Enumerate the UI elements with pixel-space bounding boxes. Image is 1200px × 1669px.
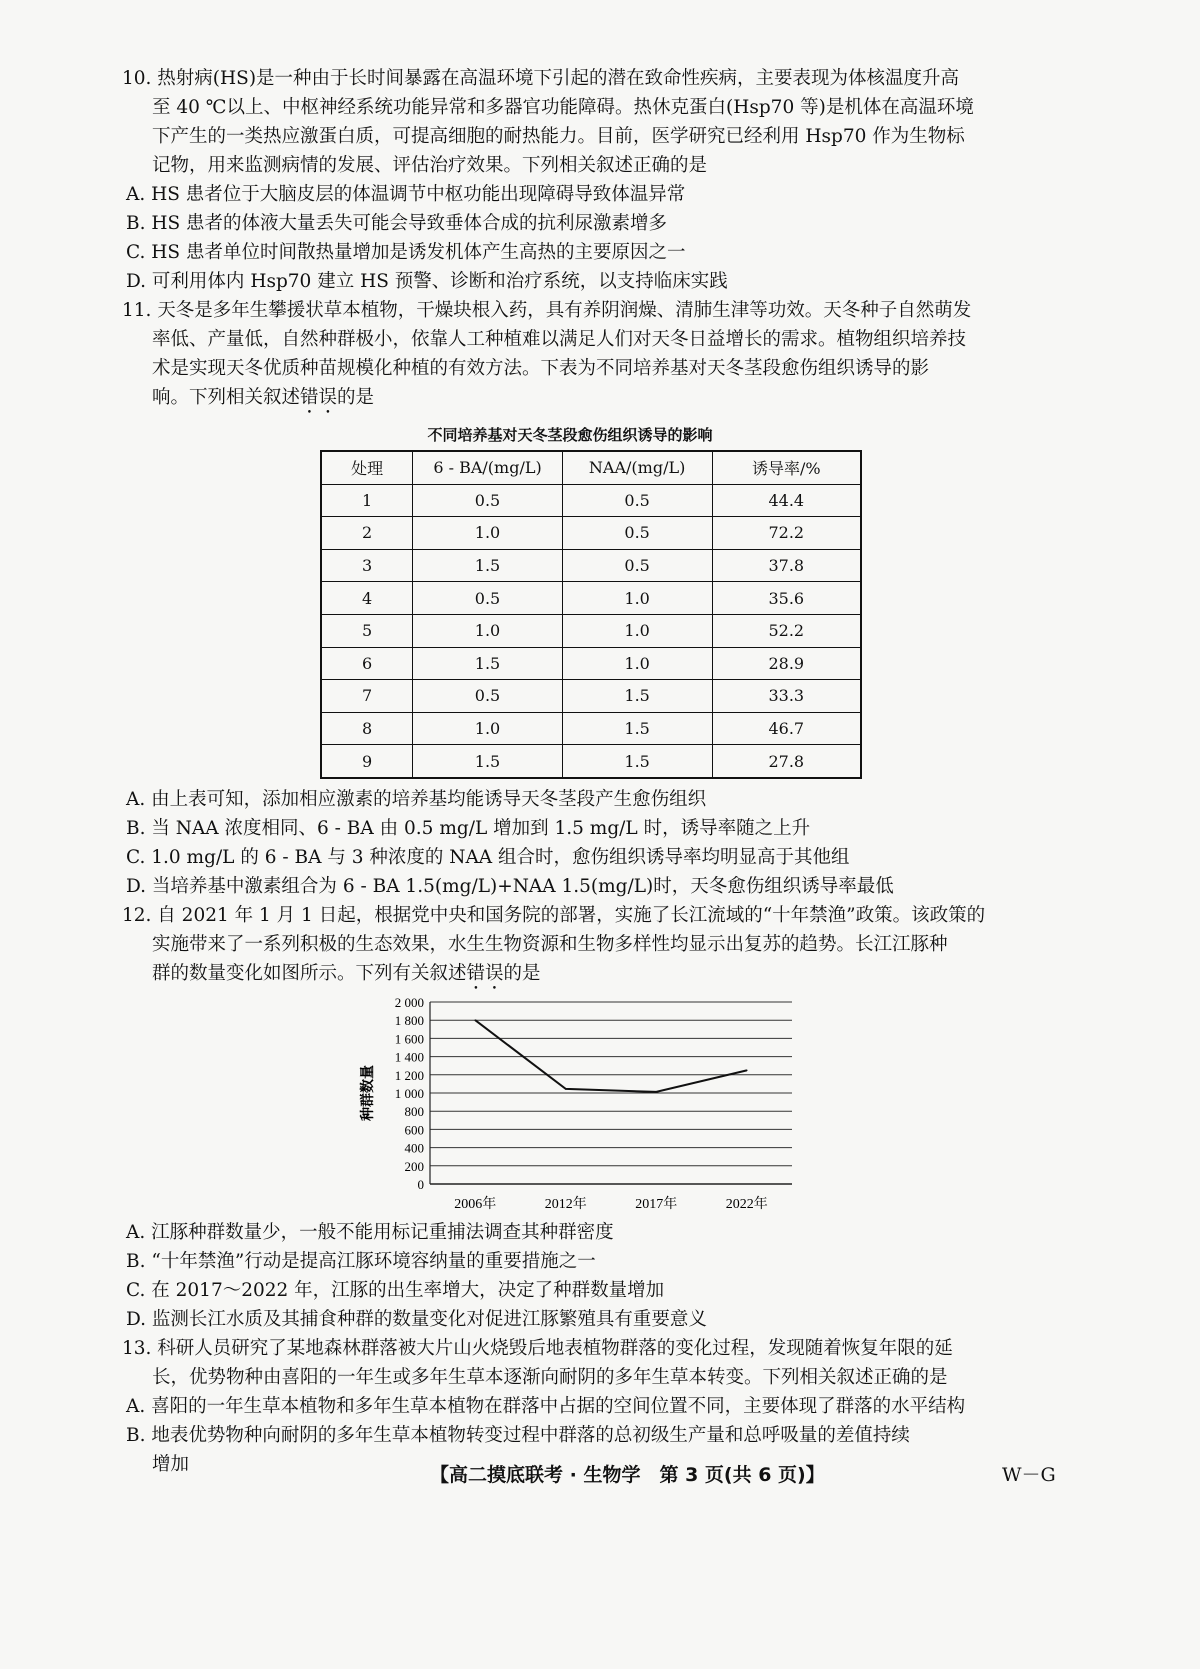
table-cell: 0.5 [413,680,562,713]
y-tick-label: 400 [404,1140,424,1156]
question-11-option-b: B. 当 NAA 浓度相同、6 - BA 由 0.5 mg/L 增加到 1.5 mg/L 时，诱导率随之上升 [126,818,811,839]
table-cell: 2 [321,517,413,550]
stem-text: 的是 [337,387,375,408]
table-header: NAA/(mg/L) [562,451,712,484]
paper-code: W－G [1002,1464,1056,1486]
table-row [321,484,861,517]
question-12-option-b: B. “十年禁渔”行动是提高江豚环境容纳量的重要措施之一 [126,1251,596,1272]
table-cell: 0.5 [562,517,712,550]
x-tick-label: 2006年 [454,1197,497,1212]
series-line [475,1020,747,1092]
y-tick-label: 2 000 [394,995,424,1010]
table-cell: 0.5 [562,549,712,582]
table-cell: 1.5 [413,745,562,778]
question-10-stem-line: 下产生的一类热应激蛋白质，可提高细胞的耐热能力。目前，医学研究已经利用 Hsp70 作为生物标 [152,126,965,147]
y-tick-label: 600 [404,1122,424,1138]
table-cell: 28.9 [712,647,861,680]
y-tick-label: 1 000 [394,1086,424,1101]
data-table [320,450,862,779]
data-point [474,1019,476,1021]
table-cell: 37.8 [712,549,861,582]
table-cell: 1.0 [562,614,712,647]
question-10-stem-line: 至 40 ℃以上、中枢神经系统功能异常和多器官功能障碍。热休克蛋白(Hsp70 等)是机体在高温环境 [152,97,974,118]
table-cell: 27.8 [712,745,861,778]
table-cell: 0.5 [562,484,712,517]
table-header: 6 - BA/(mg/L) [413,451,562,484]
question-12-options [122,1218,1072,1334]
table-cell: 5 [321,614,413,647]
x-tick-label: 2022年 [725,1197,768,1212]
stem-text: 的是 [503,963,541,984]
table-cell: 1.5 [413,549,562,582]
question-13-option-a: A. 喜阳的一年生草本植物和多年生草本植物在群落中占据的空间位置不同，主要体现了群落的水平结构 [126,1396,966,1417]
table-cell: 1.0 [562,647,712,680]
table-cell: 6 [321,647,413,680]
question-10-stem-line: 记物，用来监测病情的发展、评估治疗效果。下列相关叙述正确的是 [152,155,708,176]
table-cell: 52.2 [712,614,861,647]
question-11-stem-line: 术是实现天冬优质种苗规模化种植的有效方法。下表为不同培养基对天冬茎段愈伤组织诱导的影 [152,358,930,379]
y-tick-label: 1 600 [394,1031,424,1047]
table-cell: 1.0 [413,614,562,647]
y-tick-label: 1 800 [394,1013,424,1029]
table-cell: 1.0 [413,517,562,550]
question-11-option-c: C. 1.0 mg/L 的 6 - BA 与 3 种浓度的 NAA 组合时，愈伤组织诱导率均明显高于其他组 [126,847,850,868]
question-12-stem-line: 12. 自 2021 年 1 月 1 日起，根据党中央和国务院的部署，实施了长江流域的“十年禁渔”政策。该政策的 [122,905,986,926]
table-cell: 1 [321,484,413,517]
table-cell: 0.5 [413,484,562,517]
question-12-option-d: D. 监测长江水质及其捕食种群的数量变化对促进江豚繁殖具有重要意义 [126,1309,707,1330]
table-cell: 3 [321,549,413,582]
question-11-option-d: D. 当培养基中激素组合为 6 - BA 1.5(mg/L)+NAA 1.5(mg/L)时，天冬愈伤组织诱导率最低 [126,876,894,897]
emphasis-text: 错误 [300,387,338,408]
x-tick-label: 2017年 [635,1197,678,1212]
table-cell: 1.5 [562,712,712,745]
table-cell: 7 [321,680,413,713]
table-cell: 1.5 [562,745,712,778]
stem-text: 响。下列相关叙述 [152,387,301,408]
table-cell: 4 [321,582,413,615]
question-10-option-d: D. 可利用体内 Hsp70 建立 HS 预警、诊断和治疗系统，以支持临床实践 [126,271,728,292]
table-cell: 8 [321,712,413,745]
question-11-stem-line: 率低、产量低，自然种群极小，依靠人工种植难以满足人们对天冬日益增长的需求。植物组织培养技 [152,329,967,350]
question-12-option-a: A. 江豚种群数量少，一般不能用标记重捕法调查其种群密度 [126,1222,614,1243]
data-point [565,1088,567,1090]
y-tick-label: 800 [404,1104,424,1120]
table-cell: 1.0 [562,582,712,615]
population-chart [350,990,810,1218]
question-10 [122,64,1072,296]
question-11-stem-line: 11. 天冬是多年生攀援状草本植物，干燥块根入药，具有养阴润燥、清肺生津等功效。天冬种子自然萌发 [122,300,972,321]
y-tick-label: 1 400 [394,1049,424,1065]
table-row [321,549,861,582]
question-13-stem-line: 长，优势物种由喜阳的一年生或多年生草本逐渐向耐阴的多年生草本转变。下列相关叙述正确的是 [152,1367,948,1388]
table-header: 处理 [321,451,413,484]
question-12-stem-line: 实施带来了一系列积极的生态效果，水生生物资源和生物多样性均显示出复苏的趋势。长江江豚种 [152,934,948,955]
question-13-stem-line: 13. 科研人员研究了某地森林群落被大片山火烧毁后地表植物群落的变化过程，发现随着恢复年限的延 [122,1338,953,1359]
question-11 [122,296,1072,418]
question-10-option-c: C. HS 患者单位时间散热量增加是诱发机体产生高热的主要原因之一 [126,242,686,263]
table-header: 诱导率/% [712,451,861,484]
table-cell: 46.7 [712,712,861,745]
table-title: 不同培养基对天冬茎段愈伤组织诱导的影响 [427,426,713,444]
table-row [321,680,861,713]
y-tick-label: 0 [417,1177,424,1192]
question-10-option-a: A. HS 患者位于大脑皮层的体温调节中枢功能出现障碍导致体温异常 [126,184,686,205]
table-row [321,647,861,680]
y-tick-label: 1 200 [394,1067,424,1083]
question-10-option-b: B. HS 患者的体液大量丢失可能会导致垂体合成的抗利尿激素增多 [126,213,668,234]
table-cell: 0.5 [413,582,562,615]
question-13-option-b: B. 地表优势物种向耐阴的多年生草本植物转变过程中群落的总初级生产量和总呼吸量的差值持续 [126,1425,910,1446]
table-cell: 1.0 [413,712,562,745]
table-row [321,582,861,615]
table-cell: 33.3 [712,680,861,713]
x-tick-label: 2012年 [544,1197,587,1212]
table-cell: 9 [321,745,413,778]
data-point [746,1070,748,1072]
y-tick-label: 200 [404,1158,424,1174]
emphasis-text: 错误 [466,963,504,984]
question-12-option-c: C. 在 2017～2022 年，江豚的出生率增大，决定了种群数量增加 [126,1280,665,1301]
question-12-stem-line [122,959,1072,994]
question-12 [122,901,1072,994]
table-row [321,712,861,745]
page-footer: 【高二摸底联考 · 生物学 第 3 页(共 6 页)】 [430,1464,825,1486]
table-row [321,517,861,550]
y-axis-label: 种群数量 [360,1065,376,1121]
table-cell: 1.5 [562,680,712,713]
stem-text: 群的数量变化如图所示。下列有关叙述 [152,963,467,984]
question-11-options [122,785,1072,901]
question-10-stem-line: 10. 热射病(HS)是一种由于长时间暴露在高温环境下引起的潜在致命性疾病，主要表现为体核温度升高 [122,68,960,89]
table-row [321,614,861,647]
table-cell: 72.2 [712,517,861,550]
question-13-option-b-continued: 增加 [152,1454,190,1475]
table-cell: 44.4 [712,484,861,517]
data-point [655,1091,657,1093]
table-cell: 1.5 [413,647,562,680]
question-11-option-a: A. 由上表可知，添加相应激素的培养基均能诱导天冬茎段产生愈伤组织 [126,789,707,810]
question-11-stem-line [122,383,1072,418]
table-row [321,745,861,778]
table-cell: 35.6 [712,582,861,615]
question-13 [122,1334,1072,1479]
table-header-row [321,451,861,484]
